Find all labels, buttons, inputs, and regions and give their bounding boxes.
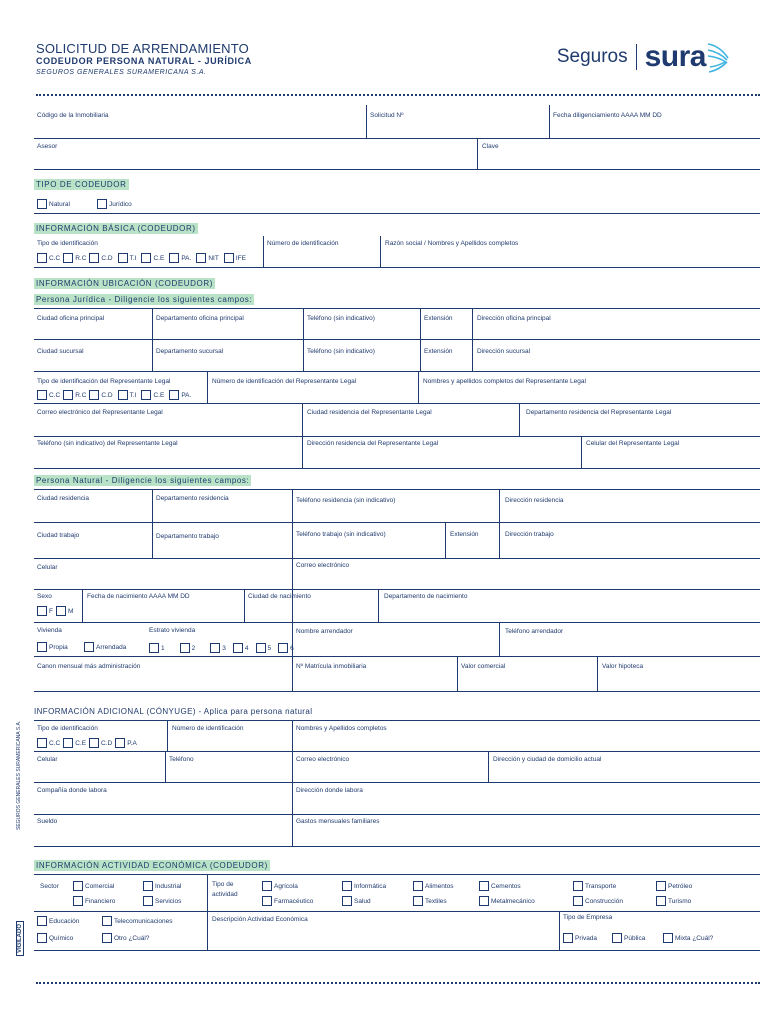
extension-sucursal-field[interactable]: Extensión bbox=[424, 348, 453, 355]
fecha-diligenciamiento-field[interactable]: Fecha diligenciamiento AAAA MM DD bbox=[553, 112, 662, 119]
gastos-mensuales-field[interactable]: Gastos mensuales familiares bbox=[296, 818, 380, 825]
option-label: Textiles bbox=[425, 897, 447, 905]
telefono-trabajo-field[interactable]: Teléfono trabajo (sin indicativo) bbox=[296, 531, 386, 538]
estrato-label: Estrato vivienda bbox=[149, 627, 196, 634]
estrato-options bbox=[149, 643, 294, 653]
nombre-representante-field[interactable]: Nombres y apellidos completos del Representante Legal bbox=[423, 378, 586, 385]
farmaceutico-option[interactable] bbox=[262, 896, 313, 906]
codigo-inmobiliaria-field[interactable]: Código de la Inmobiliaria bbox=[37, 112, 109, 119]
tipo-id-options bbox=[37, 253, 246, 263]
row-line bbox=[34, 522, 760, 523]
checkbox[interactable] bbox=[342, 881, 352, 891]
row-line bbox=[34, 169, 760, 170]
row-line bbox=[34, 751, 760, 752]
col-line bbox=[167, 721, 168, 751]
checkbox[interactable] bbox=[102, 933, 112, 943]
sexo-options bbox=[37, 606, 73, 616]
row-line bbox=[34, 656, 760, 657]
checkbox[interactable] bbox=[37, 390, 47, 400]
option-label: 2 bbox=[191, 644, 196, 652]
fecha-nacimiento-field[interactable]: Fecha de nacimiento AAAA MM DD bbox=[87, 593, 190, 600]
comercial-option[interactable] bbox=[73, 881, 114, 891]
option-label: Otro ¿Cuál? bbox=[114, 934, 150, 942]
checkbox[interactable] bbox=[37, 916, 47, 926]
financiero-option[interactable] bbox=[73, 896, 115, 906]
direccion-representante-field[interactable]: Dirección residencia del Representante Legal bbox=[307, 440, 439, 447]
textiles-option[interactable] bbox=[413, 896, 447, 906]
option-label: Metalmecánico bbox=[491, 897, 535, 905]
checkbox[interactable] bbox=[37, 642, 47, 652]
checkbox[interactable] bbox=[118, 253, 128, 263]
option-label: Cementos bbox=[491, 882, 521, 890]
checkbox[interactable] bbox=[262, 896, 272, 906]
conyuge-nombres-field[interactable]: Nombres y Apellidos completos bbox=[296, 725, 387, 732]
privada-option[interactable] bbox=[563, 933, 597, 943]
section-tipo-codeudor: TIPO DE CODEUDOR bbox=[36, 180, 127, 189]
checkbox[interactable] bbox=[102, 916, 112, 926]
checkbox[interactable] bbox=[180, 643, 190, 653]
checkbox[interactable] bbox=[342, 896, 352, 906]
section-informacion-ubicacion: INFORMACIÓN UBICACIÓN (CODEUDOR) bbox=[36, 279, 213, 288]
col-line bbox=[292, 623, 293, 656]
checkbox[interactable] bbox=[37, 738, 47, 748]
celular-representante-field[interactable]: Celular del Representante Legal bbox=[586, 440, 680, 447]
col-line bbox=[292, 657, 293, 691]
checkbox[interactable] bbox=[37, 253, 47, 263]
col-line bbox=[499, 490, 500, 558]
col-line bbox=[366, 105, 367, 138]
valor-comercial-field[interactable]: Valor comercial bbox=[461, 663, 506, 670]
ciudad-oficina-field[interactable]: Ciudad oficina principal bbox=[37, 315, 105, 322]
checkbox[interactable] bbox=[479, 896, 489, 906]
checkbox[interactable] bbox=[413, 896, 423, 906]
numero-identificacion-field[interactable]: Número de identificación bbox=[267, 240, 339, 247]
sueldo-field[interactable]: Sueldo bbox=[37, 818, 58, 825]
checkbox[interactable] bbox=[413, 881, 423, 891]
row-line bbox=[34, 558, 760, 559]
col-line bbox=[418, 372, 419, 403]
row-line bbox=[34, 468, 760, 469]
checkbox[interactable] bbox=[84, 642, 94, 652]
checkbox[interactable] bbox=[118, 390, 128, 400]
option-label: Salud bbox=[354, 897, 371, 905]
canon-mensual-field[interactable]: Canon mensual más administración bbox=[37, 663, 141, 670]
petroleo-option[interactable] bbox=[656, 881, 692, 891]
mixta-option[interactable] bbox=[663, 933, 713, 943]
option-label: R.C bbox=[75, 391, 87, 399]
row-line bbox=[34, 403, 760, 404]
option-label: 6 bbox=[290, 644, 294, 652]
col-line bbox=[207, 372, 208, 403]
row-line bbox=[34, 371, 760, 372]
juridico-checkbox[interactable] bbox=[97, 199, 132, 209]
col-line bbox=[597, 657, 598, 691]
depto-residencia-field[interactable]: Departamento residencia bbox=[156, 495, 229, 502]
company-name: SEGUROS GENERALES SURAMERICANA S.A. bbox=[36, 69, 207, 76]
construccion-option[interactable] bbox=[573, 896, 623, 906]
conyuge-tipo-id-label: Tipo de identificación bbox=[37, 725, 98, 732]
ciudad-residencia-field[interactable]: Ciudad residencia bbox=[37, 495, 90, 502]
sexo-m-label: M bbox=[67, 607, 74, 615]
vivienda-propia-option[interactable] bbox=[37, 642, 68, 652]
checkbox[interactable] bbox=[63, 390, 73, 400]
option-label: C.E bbox=[153, 254, 165, 262]
depto-trabajo-field[interactable]: Departamento trabajo bbox=[156, 533, 219, 540]
option-label: C.E bbox=[153, 391, 165, 399]
brand-logo bbox=[557, 40, 730, 74]
depto-nacimiento-field[interactable]: Departamento de nacimiento bbox=[384, 593, 468, 600]
checkbox[interactable] bbox=[56, 606, 66, 616]
industrial-option[interactable] bbox=[143, 881, 181, 891]
row-line bbox=[34, 267, 760, 268]
option-label: R.C bbox=[75, 254, 87, 262]
row-line bbox=[34, 720, 760, 721]
col-line bbox=[244, 590, 245, 622]
conyuge-correo-field[interactable]: Correo electrónico bbox=[296, 756, 350, 763]
section-actividad-economica: INFORMACIÓN ACTIVIDAD ECONÓMICA (CODEUDOR) bbox=[36, 861, 268, 870]
sexo-f-label: F bbox=[49, 607, 53, 615]
row-line bbox=[34, 489, 760, 490]
vivienda-arrendada-option[interactable] bbox=[84, 642, 126, 652]
option-label: Pública bbox=[624, 934, 646, 942]
col-line bbox=[152, 490, 153, 558]
option-label: 4 bbox=[244, 644, 249, 652]
persona-juridica-heading: Persona Jurídica - Diligencie los siguientes campos: bbox=[36, 295, 253, 304]
direccion-sucursal-field[interactable]: Dirección sucursal bbox=[477, 348, 531, 355]
checkbox[interactable] bbox=[115, 738, 125, 748]
telecomunicaciones-option[interactable] bbox=[102, 916, 173, 926]
col-line bbox=[445, 523, 446, 558]
option-label: Financiero bbox=[85, 897, 116, 905]
educacion-option[interactable] bbox=[37, 916, 79, 926]
telefono-representante-field[interactable]: Teléfono (sin indicativo) del Representante Legal bbox=[37, 440, 178, 447]
option-label: C.D bbox=[101, 391, 113, 399]
col-line bbox=[152, 309, 153, 371]
option-label: 3 bbox=[222, 644, 226, 652]
descripcion-actividad-field[interactable]: Descripción Actividad Económica bbox=[212, 916, 308, 923]
telefono-sucursal-field[interactable]: Teléfono (sin indicativo) bbox=[307, 348, 375, 355]
option-label: NIT bbox=[208, 254, 219, 262]
col-line bbox=[292, 490, 293, 622]
turismo-option[interactable] bbox=[656, 896, 691, 906]
option-label: C.C bbox=[49, 254, 61, 262]
option-label: C.C bbox=[49, 391, 61, 399]
solicitud-field[interactable]: Solicitud Nº bbox=[370, 112, 404, 119]
natural-checkbox[interactable] bbox=[37, 199, 70, 209]
direccion-oficina-field[interactable]: Dirección oficina principal bbox=[477, 315, 551, 322]
salud-option[interactable] bbox=[342, 896, 371, 906]
option-label: 1 bbox=[161, 644, 165, 652]
option-label: C.E bbox=[75, 739, 87, 747]
cementos-option[interactable] bbox=[479, 881, 521, 891]
tipo-identificacion-label: Tipo de identificación bbox=[37, 240, 98, 247]
sura-wing-icon bbox=[706, 40, 730, 74]
checkbox[interactable] bbox=[262, 881, 272, 891]
col-line bbox=[82, 590, 83, 622]
option-label: PA. bbox=[181, 254, 192, 262]
row-line bbox=[34, 622, 760, 623]
checkbox[interactable] bbox=[256, 643, 266, 653]
checkbox[interactable] bbox=[97, 199, 107, 209]
option-label: Farmacéutico bbox=[274, 897, 314, 905]
depto-oficina-field[interactable]: Departamento oficina principal bbox=[156, 315, 244, 322]
checkbox[interactable] bbox=[563, 933, 573, 943]
brand-sura: sura bbox=[644, 40, 706, 73]
row-line bbox=[34, 782, 760, 783]
option-label: C.D bbox=[101, 254, 113, 262]
tipo-actividad-label: Tipo de actividad bbox=[212, 881, 238, 898]
tipo-id-representante-label: Tipo de identificación del Representante Legal bbox=[37, 378, 171, 385]
correo-representante-field[interactable]: Correo electrónico del Representante Legal bbox=[37, 409, 163, 416]
col-line bbox=[420, 309, 421, 371]
option-label: C.C bbox=[49, 739, 61, 747]
juridico-label: Jurídico bbox=[109, 200, 132, 208]
top-dotted-divider bbox=[36, 94, 760, 96]
conyuge-tipo-id-options bbox=[37, 738, 137, 748]
checkbox[interactable] bbox=[73, 896, 83, 906]
col-line bbox=[378, 590, 379, 622]
option-label: Industrial bbox=[155, 882, 182, 890]
matricula-inmobiliaria-field[interactable]: Nº Matrícula inmobiliaria bbox=[296, 663, 367, 670]
checkbox[interactable] bbox=[169, 390, 179, 400]
option-label: Comercial bbox=[85, 882, 115, 890]
vigilado-stamp: VIGILADO bbox=[16, 921, 24, 956]
option-label: T.I bbox=[129, 391, 137, 399]
telefono-oficina-field[interactable]: Teléfono (sin indicativo) bbox=[307, 315, 375, 322]
ciudad-sucursal-field[interactable]: Ciudad sucursal bbox=[37, 348, 84, 355]
row-line bbox=[34, 814, 760, 815]
option-label: Servicios bbox=[155, 897, 182, 905]
arrendada-label: Arrendada bbox=[96, 643, 127, 651]
row-line bbox=[34, 213, 760, 214]
persona-natural-heading: Persona Natural - Diligencie los siguientes campos: bbox=[36, 476, 250, 485]
conyuge-direccion-field[interactable]: Dirección y ciudad de domicilio actual bbox=[493, 756, 602, 763]
checkbox[interactable] bbox=[89, 253, 99, 263]
col-line bbox=[207, 875, 208, 911]
checkbox[interactable] bbox=[141, 390, 151, 400]
row-line bbox=[34, 874, 760, 875]
otro-option[interactable] bbox=[102, 933, 149, 943]
depto-sucursal-field[interactable]: Departamento sucursal bbox=[156, 348, 224, 355]
col-line bbox=[549, 105, 550, 138]
col-line bbox=[303, 309, 304, 371]
direccion-residencia-field[interactable]: Dirección residencia bbox=[505, 497, 564, 504]
option-label: Informática bbox=[354, 882, 387, 890]
nombre-arrendador-field[interactable]: Nombre arrendador bbox=[296, 628, 353, 635]
checkbox[interactable] bbox=[37, 933, 47, 943]
option-label: Turismo bbox=[668, 897, 692, 905]
checkbox[interactable] bbox=[169, 253, 179, 263]
checkbox[interactable] bbox=[37, 606, 47, 616]
col-line bbox=[519, 404, 520, 436]
brand-seguros: Seguros bbox=[556, 46, 628, 67]
checkbox[interactable] bbox=[89, 390, 99, 400]
col-line bbox=[165, 752, 166, 782]
section-informacion-basica: INFORMACIÓN BÁSICA (CODEUDOR) bbox=[36, 224, 196, 233]
option-label: T.I bbox=[129, 254, 137, 262]
valor-hipoteca-field[interactable]: Valor hipoteca bbox=[602, 663, 644, 670]
checkbox[interactable] bbox=[233, 643, 243, 653]
col-line bbox=[472, 309, 473, 371]
conyuge-celular-field[interactable]: Celular bbox=[37, 756, 58, 763]
checkbox[interactable] bbox=[149, 643, 159, 653]
checkbox[interactable] bbox=[141, 253, 151, 263]
row-line bbox=[34, 911, 760, 912]
option-label: 5 bbox=[267, 644, 272, 652]
agricola-option[interactable] bbox=[262, 881, 298, 891]
option-label: Educación bbox=[49, 917, 80, 925]
col-line bbox=[581, 437, 582, 468]
checkbox[interactable] bbox=[573, 881, 583, 891]
option-label: P.A bbox=[127, 739, 137, 747]
col-line bbox=[477, 139, 478, 169]
checkbox[interactable] bbox=[63, 738, 73, 748]
sexo-label: Sexo bbox=[37, 593, 52, 600]
row-line bbox=[34, 339, 760, 340]
quimico-option[interactable] bbox=[37, 933, 73, 943]
ciudad-trabajo-field[interactable]: Ciudad trabajo bbox=[37, 532, 80, 539]
col-line bbox=[207, 912, 208, 950]
vivienda-label: Vivienda bbox=[37, 627, 62, 634]
razon-social-field[interactable]: Razón social / Nombres y Apellidos completos bbox=[385, 240, 519, 247]
sector-label: Sector bbox=[40, 883, 59, 890]
option-label: Agrícola bbox=[274, 882, 298, 890]
side-company-text: SEGUROS GENERALES SURAMERICANA S.A. bbox=[16, 720, 22, 830]
col-line bbox=[292, 721, 293, 846]
checkbox[interactable] bbox=[143, 881, 153, 891]
section-informacion-conyuge: INFORMACIÓN ADICIONAL (CÓNYUGE) - Aplica para persona natural bbox=[34, 707, 313, 716]
conyuge-numero-id-field[interactable]: Número de identificación bbox=[172, 725, 244, 732]
celular-field[interactable]: Celular bbox=[37, 564, 58, 571]
tipo-empresa-label: Tipo de Empresa bbox=[563, 914, 613, 921]
row-line bbox=[34, 436, 760, 437]
checkbox[interactable] bbox=[196, 253, 206, 263]
bottom-dotted-divider bbox=[36, 982, 760, 984]
correo-electronico-field[interactable]: Correo electrónico bbox=[296, 562, 350, 569]
option-label: C.D bbox=[101, 739, 113, 747]
checkbox[interactable] bbox=[63, 253, 73, 263]
col-line bbox=[380, 236, 381, 267]
option-label: IFE bbox=[235, 254, 246, 262]
col-line bbox=[263, 236, 264, 267]
form-subtitle: CODEUDOR PERSONA NATURAL - JURÍDICA bbox=[36, 56, 252, 66]
option-label: Privada bbox=[575, 934, 598, 942]
compania-labora-field[interactable]: Compañía donde labora bbox=[37, 787, 107, 794]
depto-representante-field[interactable]: Departamento residencia del Representante Legal bbox=[526, 409, 672, 416]
extension-oficina-field[interactable]: Extensión bbox=[424, 315, 453, 322]
brand-divider bbox=[636, 44, 637, 70]
checkbox[interactable] bbox=[479, 881, 489, 891]
col-line bbox=[488, 752, 489, 782]
col-line bbox=[457, 657, 458, 691]
option-label: Transporte bbox=[585, 882, 617, 890]
propia-label: Propia bbox=[49, 643, 68, 651]
row-line bbox=[34, 846, 760, 847]
checkbox[interactable] bbox=[278, 643, 288, 653]
checkbox[interactable] bbox=[210, 643, 220, 653]
option-label: Mixta ¿Cuál? bbox=[675, 934, 714, 942]
metalmecanico-option[interactable] bbox=[479, 896, 535, 906]
option-label: Petróleo bbox=[668, 882, 693, 890]
extension-trabajo-field[interactable]: Extensión bbox=[450, 531, 479, 538]
numero-id-representante-field[interactable]: Número de identificación del Representante Legal bbox=[212, 378, 357, 385]
option-label: Alimentos bbox=[425, 882, 454, 890]
transporte-option[interactable] bbox=[573, 881, 616, 891]
checkbox[interactable] bbox=[573, 896, 583, 906]
option-label: Construcción bbox=[585, 897, 623, 905]
checkbox[interactable] bbox=[612, 933, 622, 943]
publica-option[interactable] bbox=[612, 933, 645, 943]
ciudad-representante-field[interactable]: Ciudad residencia del Representante Legal bbox=[307, 409, 432, 416]
asesor-field[interactable]: Asesor bbox=[37, 143, 58, 150]
direccion-trabajo-field[interactable]: Dirección trabajo bbox=[505, 531, 554, 538]
option-label: PA. bbox=[181, 391, 192, 399]
alimentos-option[interactable] bbox=[413, 881, 454, 891]
informatica-option[interactable] bbox=[342, 881, 386, 891]
direccion-labora-field[interactable]: Dirección donde labora bbox=[296, 787, 363, 794]
row-line bbox=[34, 589, 760, 590]
conyuge-telefono-field[interactable]: Teléfono bbox=[169, 756, 194, 763]
checkbox[interactable] bbox=[143, 896, 153, 906]
option-label: Químico bbox=[49, 934, 74, 942]
checkbox[interactable] bbox=[224, 253, 234, 263]
ciudad-nacimiento-field[interactable]: Ciudad de nacimiento bbox=[248, 593, 311, 600]
checkbox[interactable] bbox=[656, 881, 666, 891]
tipo-id-rep-options bbox=[37, 390, 191, 400]
row-line bbox=[34, 691, 760, 692]
row-line bbox=[34, 950, 760, 951]
checkbox[interactable] bbox=[73, 881, 83, 891]
natural-label: Natural bbox=[49, 200, 70, 208]
checkbox[interactable] bbox=[656, 896, 666, 906]
clave-field[interactable]: Clave bbox=[482, 143, 499, 150]
servicios-option[interactable] bbox=[143, 896, 181, 906]
checkbox[interactable] bbox=[89, 738, 99, 748]
row-line bbox=[34, 308, 760, 309]
telefono-arrendador-field[interactable]: Teléfono arrendador bbox=[505, 628, 564, 635]
telefono-residencia-field[interactable]: Teléfono residencia (sin indicativo) bbox=[296, 497, 396, 504]
col-line bbox=[499, 623, 500, 656]
checkbox[interactable] bbox=[663, 933, 673, 943]
form-title: SOLICITUD DE ARRENDAMIENTO bbox=[36, 41, 249, 56]
option-label: Telecomunicaciones bbox=[114, 917, 173, 925]
row-line bbox=[34, 138, 760, 139]
col-line bbox=[559, 912, 560, 950]
checkbox[interactable] bbox=[37, 199, 47, 209]
